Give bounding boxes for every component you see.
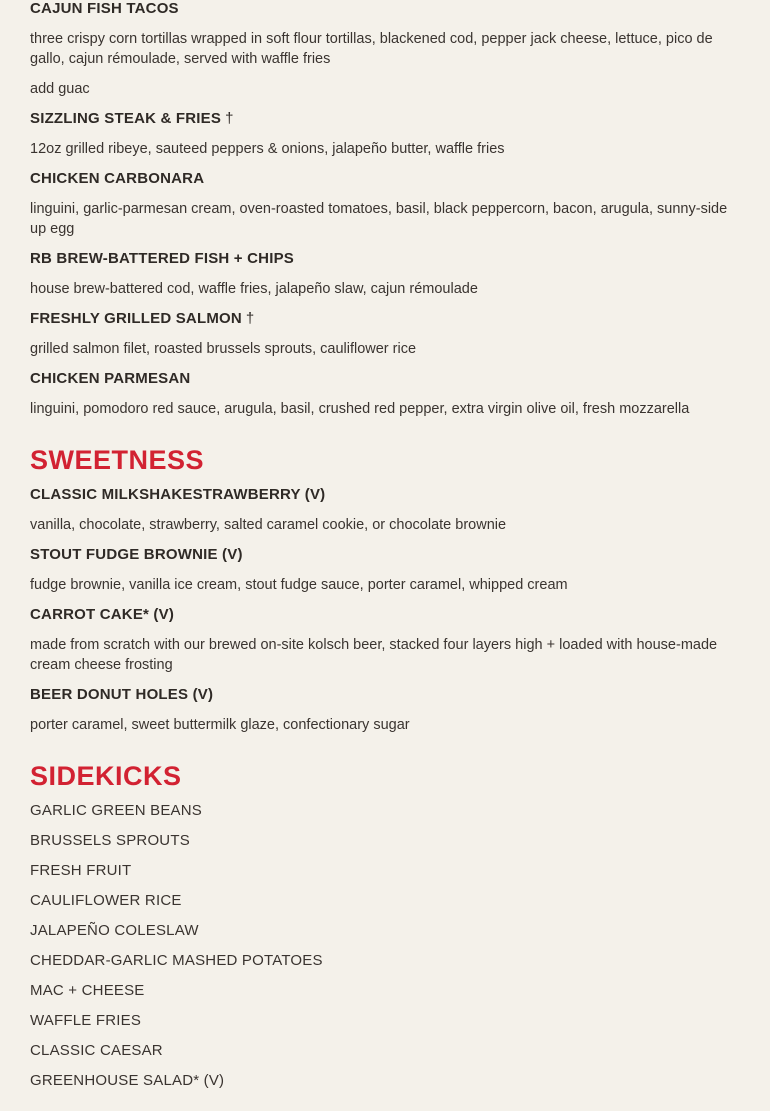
item-name [30, 0, 740, 19]
list-item: BRUSSELS SPROUTS [30, 832, 190, 849]
item-name-text: CHICKEN CARBONARA [30, 170, 205, 187]
list-item: MAC + CHEESE [30, 982, 145, 999]
item-name [30, 169, 740, 189]
list-item: CAULIFLOWER RICE [30, 892, 182, 909]
list-item: JALAPEÑO COLESLAW [30, 922, 199, 939]
menu-item-cajun-fish-tacos [30, 0, 740, 99]
item-name-text: CHICKEN PARMESAN [30, 370, 191, 387]
item-description: house brew-battered cod, waffle fries, jalapeño slaw, cajun rémoulade [30, 281, 478, 297]
menu-item-beer-donut-holes [30, 685, 740, 735]
item-name [30, 309, 740, 329]
item-name-text: SIZZLING STEAK & FRIES [30, 110, 222, 127]
section-title-sidekicks: SIDEKICKS [30, 761, 182, 791]
list-item: GARLIC GREEN BEANS [30, 802, 202, 819]
menu-item-stout-fudge-brownie [30, 545, 740, 595]
item-name-text: FRESHLY GRILLED SALMON [30, 310, 242, 327]
list-item: CHEDDAR-GARLIC MASHED POTATOES [30, 952, 323, 969]
item-name-text: CAJUN FISH TACOS [30, 0, 179, 17]
item-name: CARROT CAKE* (V) [30, 606, 175, 623]
list-item: CLASSIC CAESAR [30, 1042, 163, 1059]
menu-item-grilled-salmon [30, 309, 740, 359]
list-item: GREENHOUSE SALAD* (V) [30, 1072, 225, 1089]
dagger-mark: † [225, 110, 234, 127]
item-description: three crispy corn tortillas wrapped in soft flour tortillas, blackened cod, pepper jack cheese, lettuce, pico de gallo, cajun rémoulade, served with waffle fries [30, 31, 713, 67]
menu-item-chicken-carbonara [30, 169, 740, 239]
item-description: 12oz grilled ribeye, sauteed peppers & onions, jalapeño butter, waffle fries [30, 141, 505, 157]
item-name [30, 369, 740, 389]
item-name [30, 109, 740, 129]
item-addon: add guac [30, 81, 90, 97]
item-description: grilled salmon filet, roasted brussels sprouts, cauliflower rice [30, 341, 417, 357]
item-description: linguini, pomodoro red sauce, arugula, basil, crushed red pepper, extra virgin olive oil, fresh mozzarella [30, 401, 690, 417]
list-item: WAFFLE FRIES [30, 1012, 142, 1029]
dagger-mark: † [245, 310, 255, 327]
menu-item-carrot-cake [30, 605, 740, 675]
menu-item-sizzling-steak [30, 109, 740, 159]
menu-item-fish-and-chips [30, 249, 740, 299]
item-description: porter caramel, sweet buttermilk glaze, confectionary sugar [30, 717, 410, 733]
section-title-sweetness: SWEETNESS [30, 445, 205, 475]
menu-item-milkshake [30, 485, 740, 535]
item-name: BEER DONUT HOLES (V) [30, 686, 214, 703]
menu-page [30, 0, 740, 1101]
item-name: CLASSIC MILKSHAKESTRAWBERRY (V) [30, 486, 326, 503]
item-name: STOUT FUDGE BROWNIE (V) [30, 546, 243, 563]
item-description: fudge brownie, vanilla ice cream, stout fudge sauce, porter caramel, whipped cream [30, 577, 568, 593]
item-name-text: RB BREW-BATTERED FISH + CHIPS [30, 250, 294, 267]
menu-item-chicken-parmesan [30, 369, 740, 419]
item-description: linguini, garlic-parmesan cream, oven-roasted tomatoes, basil, black peppercorn, bacon, arugula, sunny-side up egg [30, 201, 728, 237]
sidekicks-list [30, 801, 740, 1091]
item-description: vanilla, chocolate, strawberry, salted caramel cookie, or chocolate brownie [30, 517, 507, 533]
item-description: made from scratch with our brewed on-site kolsch beer, stacked four layers high + loaded with house-made cream cheese frosting [30, 637, 718, 673]
list-item: FRESH FRUIT [30, 862, 132, 879]
item-name [30, 249, 740, 269]
